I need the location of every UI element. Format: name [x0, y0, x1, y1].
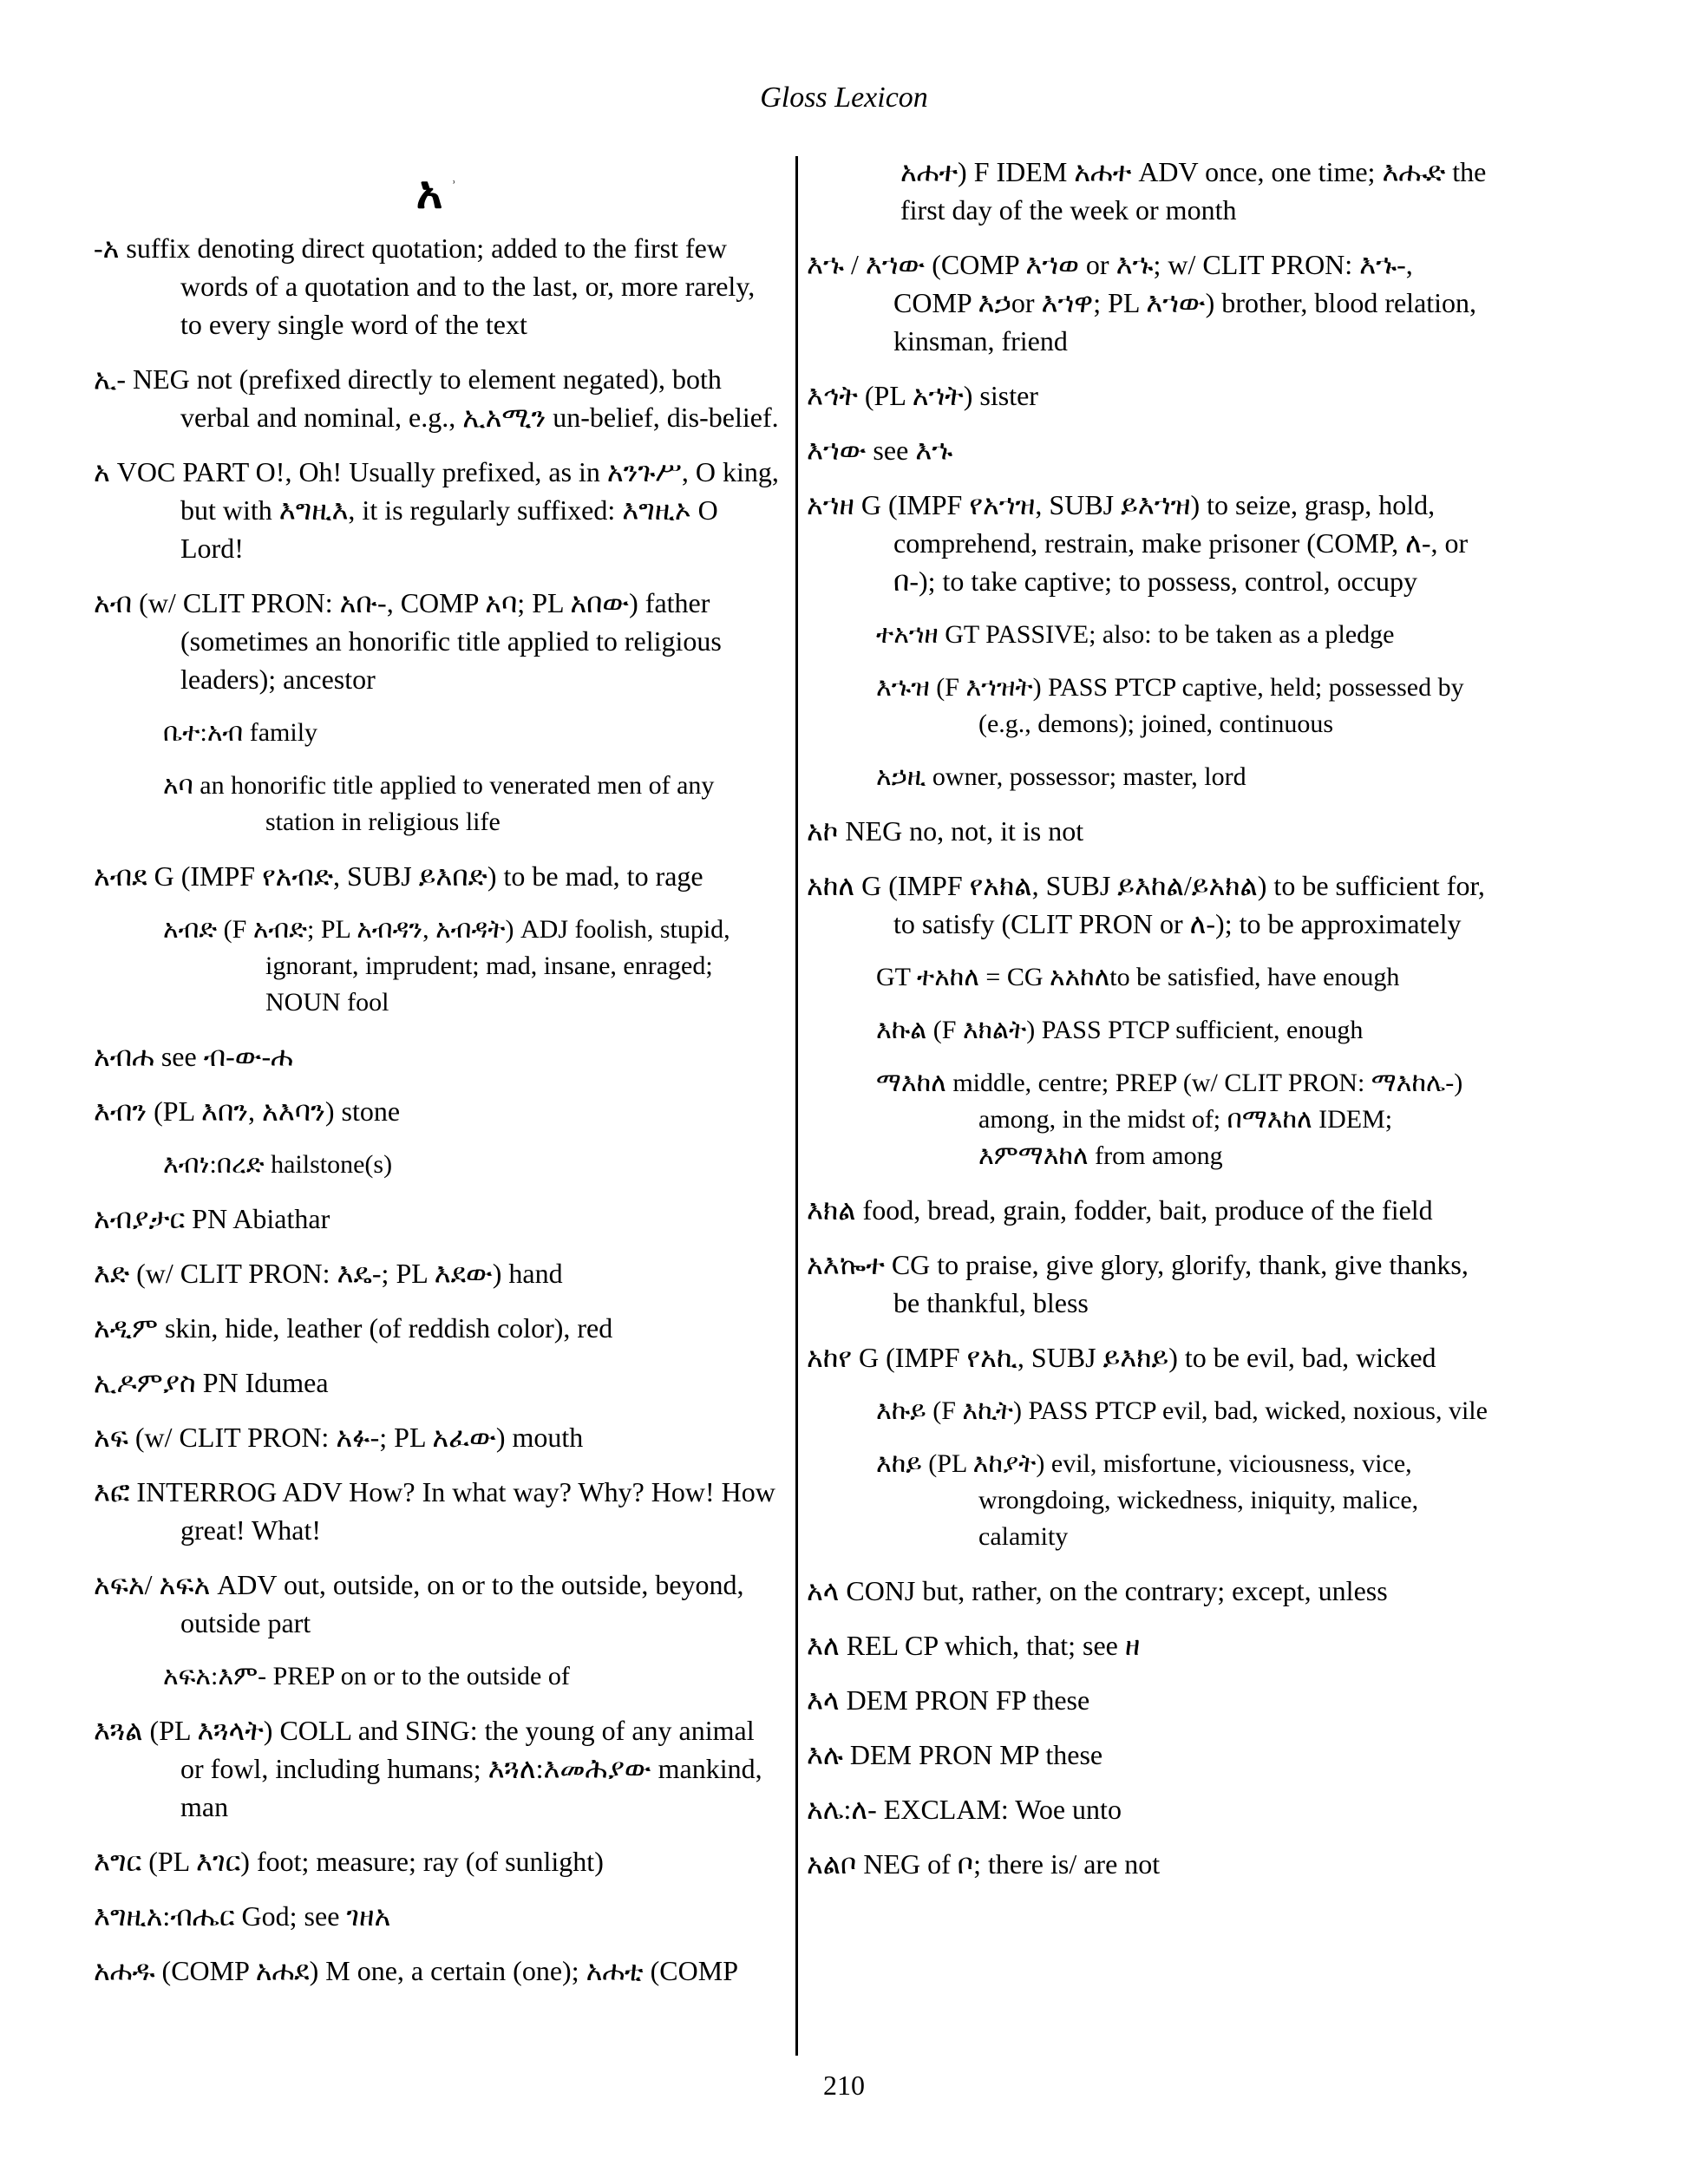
- lexicon-entry: አእኰተ CG to praise, give glory, glorify, thank, give thanks, be thankful, bless: [807, 1249, 1469, 1318]
- lexicon-entry: እኅት (PL አኀት) sister: [807, 380, 1038, 411]
- lexicon-entry: -አ suffix denoting direct quotation; added to the first few words of a quotation and to the last, or, more rarely, to every single word of the text: [94, 232, 756, 341]
- lexicon-subentry: ማእከለ middle, centre; PREP (w/ CLIT PRON: ማእከሌ-) among, in the midst of; በማእከለ IDEM; እምማእከለ from among: [876, 1069, 1463, 1170]
- lexicon-entry: አላ CONJ but, rather, on the contrary; except, unless: [807, 1575, 1388, 1606]
- lexicon-subentry: እኩይ (F እኪት) PASS PTCP evil, bad, wicked, noxious, vile: [876, 1396, 1488, 1425]
- column-divider: [795, 156, 798, 2056]
- lexicon-subentry: አባ an honorific title applied to venerated men of any station in religious life: [163, 771, 715, 837]
- page-number: 210: [823, 2070, 865, 2101]
- lexicon-entry: አፍአ/ አፍአ ADV out, outside, on or to the outside, beyond, outside part: [94, 1569, 744, 1639]
- lexicon-subentry: እኩል (F እክልት) PASS PTCP sufficient, enough: [876, 1016, 1364, 1044]
- lexicon-subentry: አፍአ:እም- PREP on or to the outside of: [163, 1662, 570, 1691]
- lexicon-subentry: ቤተ:አብ family: [163, 718, 318, 748]
- letter-heading: [94, 156, 779, 224]
- lexicon-entry: አ VOC PART O!, Oh! Usually prefixed, as in አንጉሥ, O king, but with እግዚእ, it is regularly suffixed: እግዚኦ O Lord!: [94, 456, 779, 565]
- lexicon-entry: አብሐ see ብ-ው-ሐ: [94, 1041, 293, 1073]
- lexicon-entry: እኁ / እኀው (COMP እኀወ or እኁ; w/ CLIT PRON: እኁ-, COMP እኃor እኀዋ; PL እኀው) brother, blood relation, kinsman, friend: [807, 249, 1477, 356]
- lexicon-entry: ኢ- NEG not (prefixed directly to element negated), both verbal and nominal, e.g., ኢአሚን un-belief, dis-belief.: [94, 363, 779, 434]
- lexicon-entry: አከለ G (IMPF የአክል, SUBJ ይእከል/ይአክል) to be sufficient for, to satisfy (CLIT PRON or ለ-); to be approximately: [807, 870, 1485, 939]
- lexicon-entry: አፍ (w/ CLIT PRON: አፉ-; PL አፈው) mouth: [94, 1422, 584, 1454]
- lexicon-entry: እብን (PL እበን, አእባን) stone: [94, 1095, 401, 1128]
- left-column: [94, 153, 779, 2006]
- lexicon-subentry: ተአኀዘ GT PASSIVE; also: to be taken as a pledge: [876, 620, 1395, 649]
- lexicon-entry: አኮ NEG no, not, it is not: [807, 815, 1084, 847]
- lexicon-entry: አሐዱ (COMP አሐደ) M one, a certain (one); አሐቲ (COMP: [94, 1955, 738, 1987]
- lexicon-entry: እፎ INTERROG ADV How? In what way? Why? How! How great! What!: [94, 1476, 775, 1546]
- lexicon-subentry: GT ተአከለ = CG አአከለto be satisfied, have enough: [876, 963, 1400, 991]
- lexicon-entry: አብደ G (IMPF የአብድ, SUBJ ይእበድ) to be mad, to rage: [94, 860, 703, 893]
- lexicon-entry: እለ REL CP which, that; see ዘ: [807, 1630, 1141, 1661]
- lexicon-entry: አዲም skin, hide, leather (of reddish color), red: [94, 1312, 613, 1344]
- lexicon-subentry: እብነ:በረድ hailstone(s): [163, 1150, 393, 1180]
- lexicon-entry-continued: አሐተ) F IDEM አሐተ ADV once, one time; እሑድ the first day of the week or month: [900, 156, 1487, 226]
- right-column: [807, 153, 1492, 1900]
- lexicon-entry: እድ (w/ CLIT PRON: እዴ-; PL እደው) hand: [94, 1258, 563, 1290]
- lexicon-entry: እላ DEM PRON FP these: [807, 1684, 1090, 1716]
- lexicon-entry: አኀዘ G (IMPF የአኀዝ, SUBJ ይእኀዝ) to seize, grasp, hold, comprehend, restrain, make prisoner (COMP, ለ-, or በ-); to take captive; to possess, control, occupy: [807, 489, 1469, 597]
- lexicon-entry: እኀው see እኁ: [807, 435, 953, 466]
- lexicon-entry: አከየ G (IMPF የአኪ, SUBJ ይእክይ) to be evil, bad, wicked: [807, 1342, 1436, 1373]
- lexicon-entry: እግዚአ:ብሔር God; see ገዘአ: [94, 1900, 391, 1932]
- page-header: Gloss Lexicon: [760, 82, 928, 114]
- lexicon-entry: አብያታር PN Abiathar: [94, 1203, 330, 1235]
- lexicon-subentry: አኃዚ owner, possessor; master, lord: [876, 762, 1246, 791]
- letter-heading-transliteration: ʾ: [451, 178, 457, 195]
- letter-heading-glyph: አ: [415, 168, 443, 219]
- lexicon-entry: አብ (w/ CLIT PRON: አቡ-, COMP አባ; PL አበው) father (sometimes an honorific title applied to religious leaders); ancestor: [94, 587, 722, 696]
- lexicon-entry: እሉ DEM PRON MP these: [807, 1739, 1103, 1770]
- lexicon-subentry: እከይ (PL እከያት) evil, misfortune, viciousness, vice, wrongdoing, wickedness, iniquity, malice, calamity: [876, 1449, 1419, 1551]
- lexicon-subentry: እኁዝ (F እኀዝት) PASS PTCP captive, held; possessed by (e.g., demons); joined, continuous: [876, 673, 1464, 738]
- lexicon-subentry: አብድ (F አብድ; PL አብዳን, አብዳት) ADJ foolish, stupid, ignorant, imprudent; mad, insane, enraged; NOUN fool: [163, 915, 730, 1017]
- lexicon-entry: አሌ:ለ- EXCLAM: Woe unto: [807, 1794, 1122, 1825]
- lexicon-entry: እጓል (PL እጓላት) COLL and SING: the young of any animal or fowl, including humans; እጓለ:እመሕያው mankind, man: [94, 1715, 762, 1823]
- lexicon-entry: እክል food, bread, grain, fodder, bait, produce of the field: [807, 1194, 1433, 1226]
- lexicon-entry: እግር (PL እገር) foot; measure; ray (of sunlight): [94, 1846, 604, 1878]
- lexicon-entry: አልቦ NEG of ቦ; there is/ are not: [807, 1848, 1161, 1880]
- lexicon-entry: ኢዶምያስ PN Idumea: [94, 1367, 329, 1399]
